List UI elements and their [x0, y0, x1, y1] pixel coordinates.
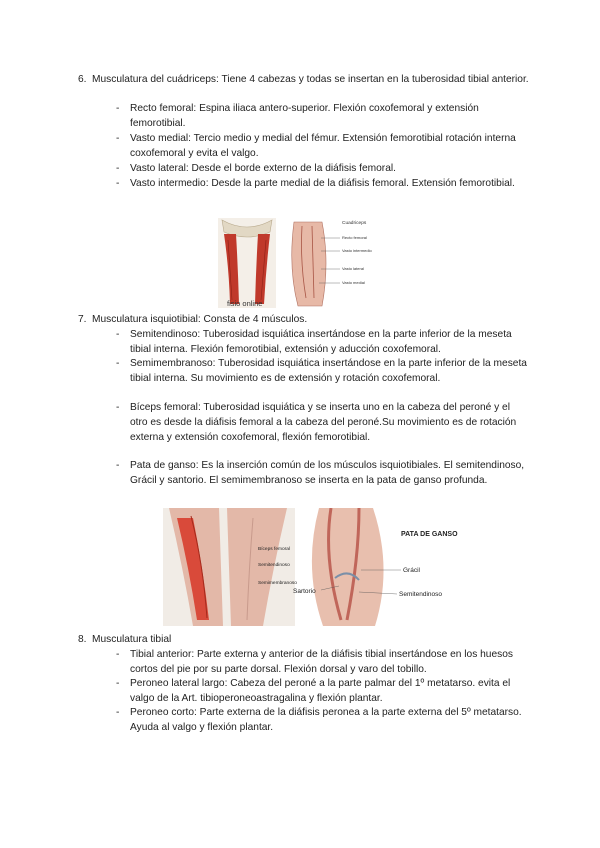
figure-label: Semitendinoso [258, 563, 290, 568]
section-title: Musculatura del cuádriceps: Tiene 4 cabezas y todas se insertan en la tuberosidad tibial anterior. [92, 74, 529, 85]
figure-title: PATA DE GANSO [401, 531, 458, 538]
list-item: - Semitendinoso: Tuberosidad isquiática insertándose en la parte inferior de la meseta tibial interna. Flexión femorotibial, extensión y aducción coxofemoral. [116, 329, 512, 355]
list-item: - Semimembranoso: Tuberosidad isquiática insertándose en la parte inferior de la meseta tibial interna. Su movimiento es de extensión y rotación coxofemoral. [116, 358, 527, 384]
list-item: - Recto femoral: Espina iliaca antero-superior. Flexión coxofemoral y extensión femorotibial. [116, 103, 479, 129]
section-7-heading [78, 312, 532, 327]
list-item: - Vasto intermedio: Desde la parte medial de la diáfisis femoral. Extensión femorotibial. [116, 178, 515, 189]
section-number: 8. [78, 634, 87, 645]
figure-label: Vasto intermedio [342, 248, 372, 253]
list-item: - Peroneo lateral largo: Cabeza del peroné a la parte palmar del 1º metatarso. evita el valgo de la Art. tibioperoneoastragalina y flexión plantar. [116, 678, 511, 704]
watermark-text: fisio online [227, 299, 263, 308]
hamstrings-figure [163, 508, 458, 626]
figure-label: Semimembranoso [258, 581, 297, 586]
section-6-heading [78, 72, 532, 87]
figure-label: Recto femoral [342, 235, 367, 240]
section-number: 7. [78, 314, 87, 325]
figure-label: Grácil [403, 567, 420, 574]
list-item: - Peroneo corto: Parte externa de la diáfisis peronea a la parte externa del 5º metatarso. Ayuda al valgo y flexión plantar. [116, 707, 522, 733]
figure-label: Sartorio [293, 588, 316, 595]
figure-label: Vasto medial [342, 280, 365, 285]
section-title: Musculatura tibial [92, 634, 172, 645]
list-item: - Pata de ganso: Es la inserción común de los músculos isquiotibiales. El semitendinoso, Grácil y santorio. El semimembranoso se inserta en la pata de ganso profunda. [116, 460, 525, 486]
quadriceps-figure [218, 218, 388, 308]
figure-label: Bíceps femoral [258, 547, 290, 552]
figure-label: Semitendinoso [399, 591, 442, 598]
section-8-heading [78, 632, 532, 647]
figure-label: Cuadriceps [342, 221, 367, 226]
list-item: - Tibial anterior: Parte externa y anterior de la diáfisis tibial insertándose en los huesos cortos del pie por su parte dorsal. Flexión dorsal y varo del tobillo. [116, 649, 513, 675]
section-title: Musculatura isquiotibial: Consta de 4 músculos. [92, 314, 308, 325]
list-item: - Vasto lateral: Desde el borde externo de la diáfisis femoral. [116, 163, 396, 174]
list-item: - Bíceps femoral: Tuberosidad isquiática y se inserta uno en la cabeza del peroné y el otro es desde la diáfisis femoral a la cabeza del peroné.Su movimiento es de rotación externa y extensión coxofemoral, flexión femorotibial. [116, 402, 517, 443]
list-item: - Vasto medial: Tercio medio y medial del fémur. Extensión femorotibial rotación interna coxofemoral y evita el valgo. [116, 133, 516, 159]
section-number: 6. [78, 74, 87, 85]
figure-label: Vasto lateral [342, 266, 364, 271]
